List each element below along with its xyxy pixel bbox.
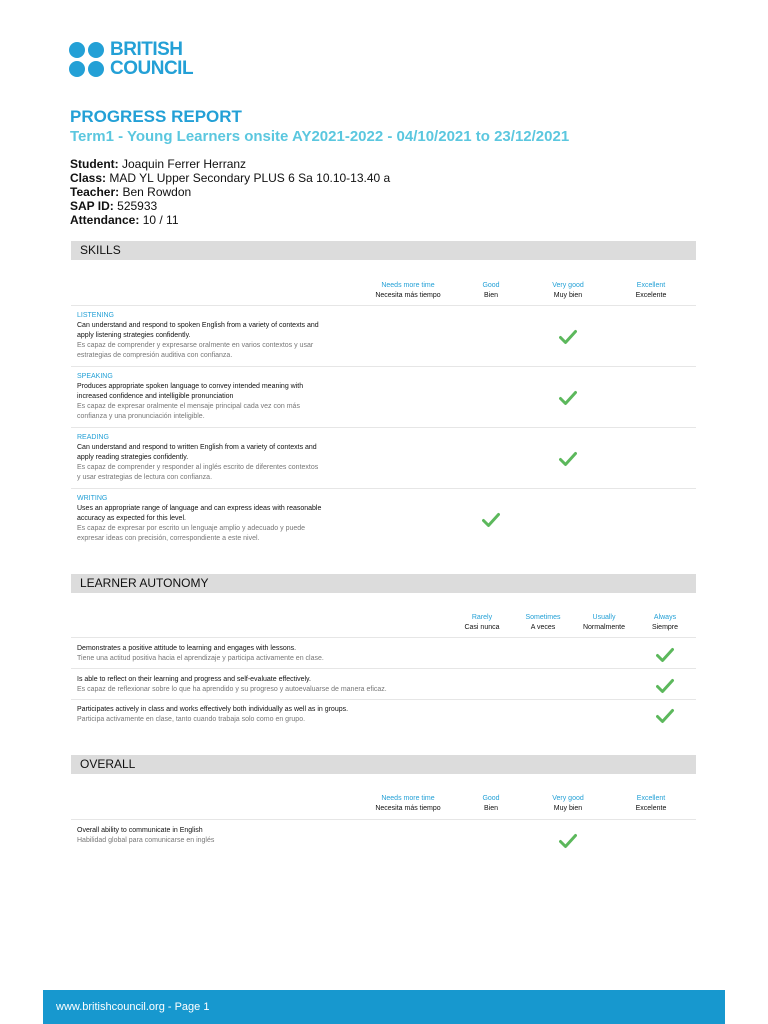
col-label-es: Muy bien: [553, 805, 583, 812]
skills-col-needs-more-time: [358, 281, 458, 301]
skill-descriptor-es: expresar ideas con precisión, correspondiente a este nivel.: [77, 535, 260, 542]
autonomy-descriptor-en: Demonstrates a positive attitude to learning and engages with lessons.: [77, 645, 297, 652]
skill-row-reading: [77, 433, 318, 483]
col-label-es: Necesita más tiempo: [375, 292, 441, 299]
british-council-logo: [69, 40, 193, 78]
skill-descriptor-en: Can understand and respond to written English from a variety of contexts and: [77, 444, 317, 451]
check-icon: [656, 708, 674, 724]
autonomy-descriptor-en: Participates actively in class and works effectively both individually as well as in groups.: [77, 706, 349, 713]
skill-category: LISTENING: [77, 312, 114, 319]
check-icon: [656, 647, 674, 663]
col-label-es: A veces: [530, 624, 556, 631]
skill-descriptor-es: Es capaz de expresar oralmente el mensaje principal cada vez con más: [77, 403, 300, 410]
overall-col-excellent: [616, 794, 686, 814]
logo-line-1: BRITISH: [110, 39, 183, 60]
divider: [71, 366, 696, 367]
check-icon: [482, 512, 500, 528]
student-line: [70, 157, 246, 171]
skill-descriptor-en: Uses an appropriate range of language and can express ideas with reasonable: [77, 505, 322, 512]
skills-col-excellent: [616, 281, 686, 301]
skill-descriptor-en: Can understand and respond to spoken English from a variety of contexts and: [77, 322, 319, 329]
col-label-es: Excelente: [635, 805, 667, 812]
col-label-en: Sometimes: [525, 614, 561, 621]
divider: [71, 699, 696, 700]
footer-text: www.britishcouncil.org - Page 1: [56, 1001, 210, 1013]
autonomy-descriptor-es: Tiene una actitud positiva hacia el aprendizaje y participa activamente en clase.: [77, 655, 324, 662]
autonomy-col-usually: [576, 613, 632, 633]
sap-value: 525933: [117, 199, 158, 213]
divider: [71, 305, 696, 306]
col-label-en: Excellent: [636, 282, 666, 289]
skill-descriptor-es: y usar estrategias de lectura con confianza.: [77, 474, 213, 481]
autonomy-col-sometimes: [514, 613, 572, 633]
student-value: Joaquin Ferrer Herranz: [122, 157, 247, 171]
page-footer: [43, 990, 725, 1024]
autonomy-col-always: [640, 613, 690, 633]
class-label: Class:: [70, 171, 107, 185]
check-icon: [656, 678, 674, 694]
skill-descriptor-es: estrategias de compresión auditiva con confianza.: [77, 352, 233, 359]
col-label-en: Usually: [592, 614, 616, 621]
check-icon: [559, 833, 577, 849]
skill-category: READING: [77, 434, 109, 441]
teacher-line: [70, 185, 191, 199]
col-label-en: Very good: [552, 282, 584, 289]
logo-dots-icon: [69, 42, 104, 77]
student-label: Student:: [70, 157, 119, 171]
autonomy-section-header: LEARNER AUTONOMY: [71, 574, 696, 593]
col-label-en: Very good: [552, 795, 584, 802]
overall-col-good: [461, 794, 521, 814]
autonomy-col-rarely: [456, 613, 508, 633]
divider: [71, 819, 696, 820]
sap-line: [70, 199, 157, 213]
attendance-value: 10 / 11: [142, 213, 179, 227]
col-label-en: Rarely: [471, 614, 493, 621]
skill-descriptor-es: confianza y una pronunciación inteligible.: [77, 413, 205, 420]
skill-descriptor-es: Es capaz de comprender y expresarse oralmente en varios contextos y usar: [77, 342, 314, 349]
col-label-en: Good: [482, 795, 500, 802]
overall-section-header: OVERALL: [71, 755, 696, 774]
divider: [71, 637, 696, 638]
col-label-en: Needs more time: [381, 282, 435, 289]
col-label-en: Needs more time: [381, 795, 435, 802]
skill-descriptor-en: apply listening strategies confidently.: [77, 332, 191, 339]
logo-wordmark: [110, 40, 193, 78]
check-icon: [559, 451, 577, 467]
logo-line-2: COUNCIL: [110, 58, 194, 79]
overall-descriptor-es: Habilidad global para comunicarse en inglés: [77, 837, 215, 844]
col-label-es: Bien: [483, 805, 498, 812]
check-icon: [559, 390, 577, 406]
skill-category: SPEAKING: [77, 373, 113, 380]
class-value: MAD YL Upper Secondary PLUS 6 Sa 10.10-13.40 a: [109, 171, 391, 185]
skill-row-speaking: [77, 372, 303, 422]
skill-descriptor-en: Produces appropriate spoken language to convey intended meaning with: [77, 383, 304, 390]
autonomy-row: [77, 644, 324, 664]
col-label-en: Excellent: [636, 795, 666, 802]
attendance-line: [70, 213, 179, 227]
col-label-es: Bien: [483, 292, 498, 299]
autonomy-descriptor-es: Participa activamente en clase, tanto cuando trabaja solo como en grupo.: [77, 716, 306, 723]
report-title: PROGRESS REPORT: [70, 107, 242, 126]
col-label-es: Normalmente: [582, 624, 625, 631]
skill-descriptor-en: increased confidence and intelligible pronunciation: [77, 393, 234, 400]
skill-row-listening: [77, 311, 319, 361]
col-label-en: Always: [653, 614, 677, 621]
autonomy-row: [77, 675, 387, 695]
report-term: Term1 - Young Learners onsite AY2021-2022 - 04/10/2021 to 23/12/2021: [70, 128, 570, 145]
sap-label: SAP ID:: [70, 199, 114, 213]
skill-descriptor-es: Es capaz de expresar por escrito un lenguaje amplio y adecuado y puede: [77, 525, 306, 532]
autonomy-descriptor-en: Is able to reflect on their learning and progress and self-evaluate effectively.: [77, 676, 311, 683]
check-icon: [559, 329, 577, 345]
col-label-es: Necesita más tiempo: [375, 805, 441, 812]
attendance-label: Attendance:: [70, 213, 140, 227]
divider: [71, 488, 696, 489]
col-label-es: Excelente: [635, 292, 667, 299]
skill-row-writing: [77, 494, 321, 544]
autonomy-row: [77, 705, 348, 725]
overall-col-very-good: [533, 794, 603, 814]
divider: [71, 427, 696, 428]
autonomy-descriptor-es: Es capaz de reflexionar sobre lo que ha aprendido y su progreso y autoevaluarse de manera eficaz.: [77, 686, 387, 693]
col-label-es: Muy bien: [553, 292, 583, 299]
skill-descriptor-en: accuracy as expected for this level.: [77, 515, 186, 522]
skill-descriptor-es: Es capaz de comprender y responder al inglés escrito de diferentes contextos: [77, 464, 319, 471]
overall-descriptor-en: Overall ability to communicate in English: [77, 827, 203, 834]
skill-descriptor-en: apply reading strategies confidently.: [77, 454, 189, 461]
skill-category: WRITING: [77, 495, 108, 502]
class-line: [70, 171, 390, 185]
col-label-es: Casi nunca: [464, 624, 500, 631]
overall-col-needs-more-time: [358, 794, 458, 814]
teacher-label: Teacher:: [70, 185, 120, 199]
teacher-value: Ben Rowdon: [122, 185, 192, 199]
skills-section-header: SKILLS: [71, 241, 696, 260]
col-label-en: Good: [482, 282, 500, 289]
skills-col-very-good: [533, 281, 603, 301]
col-label-es: Siempre: [651, 624, 679, 631]
overall-row: [77, 826, 214, 846]
skills-col-good: [461, 281, 521, 301]
divider: [71, 668, 696, 669]
